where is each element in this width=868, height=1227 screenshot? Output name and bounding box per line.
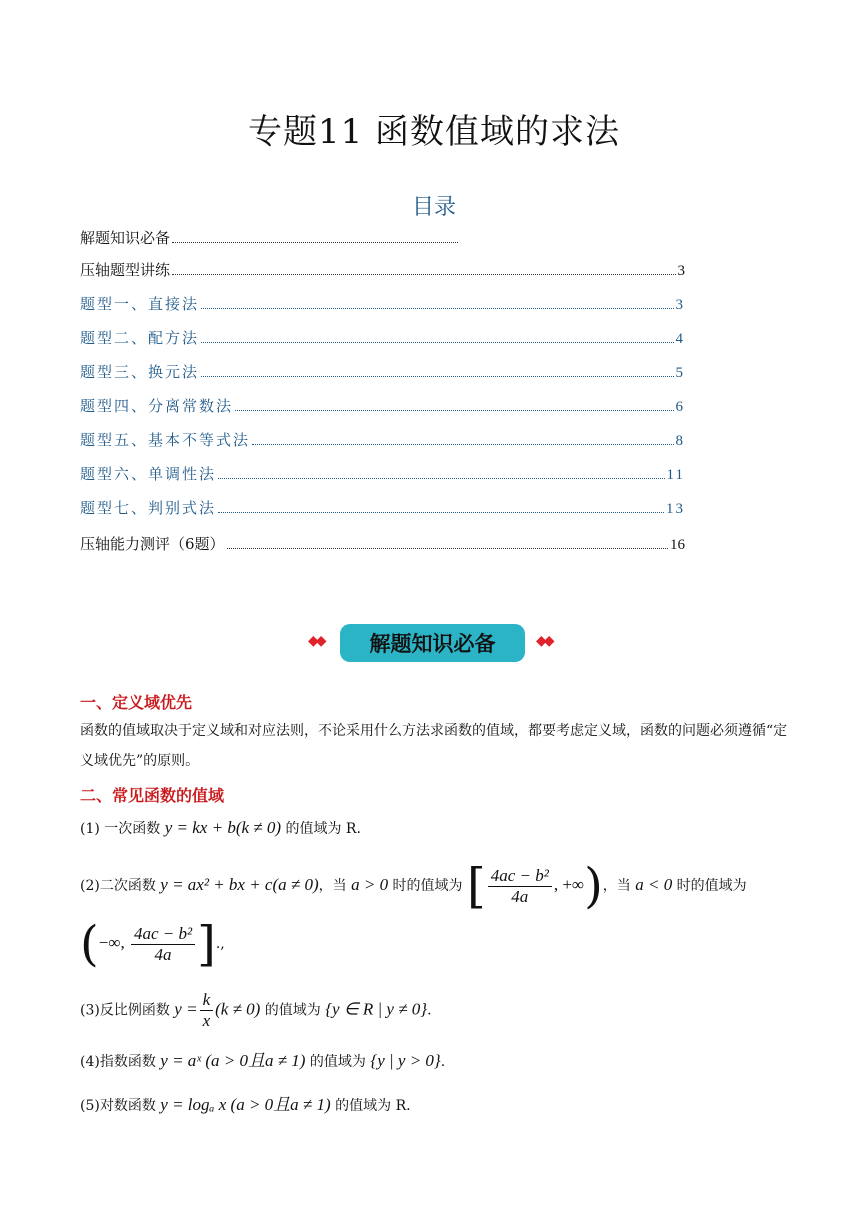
paragraph-domain-first: 函数的值域取决于定义域和对应法则，不论采用什么方法求函数的值域，都要考虑定义域，函数的问题必须遵循“定义域优先”的原则。 <box>80 723 788 769</box>
banner-title: 解题知识必备 <box>369 632 496 656</box>
toc-label: 题型七、判别式法 <box>80 499 217 517</box>
toc-page: 3 <box>677 263 685 279</box>
item-text: 的值域为 R. <box>281 821 361 837</box>
formula: {y ∈ R | y ≠ 0} <box>325 999 428 1019</box>
denominator: 4a <box>511 886 529 906</box>
formula: (k ≠ 0) <box>215 999 261 1019</box>
left-bracket: [ <box>466 858 486 914</box>
toc-entry-type2[interactable] <box>80 326 685 348</box>
item-text: (4)指数函数 <box>80 1054 161 1070</box>
formula: , +∞ <box>553 875 585 894</box>
toc-page: 11 <box>666 467 685 483</box>
item-text: . <box>427 1002 432 1019</box>
item-inverse-proportion <box>80 990 432 1031</box>
formula: {y | y > 0} <box>370 1051 441 1070</box>
toc-entry-type3[interactable] <box>80 360 685 382</box>
toc-leader <box>235 410 673 411</box>
denominator: 4a <box>154 944 172 964</box>
toc-label: 压轴能力测评（6题） <box>80 535 225 553</box>
toc-leader <box>227 548 668 549</box>
diamond-icon: ◆◆ <box>536 633 552 649</box>
toc-page: 8 <box>675 433 685 449</box>
toc-page: 5 <box>675 365 685 381</box>
item-text: ，当 <box>318 878 352 894</box>
item-text: (1) 一次函数 <box>80 821 165 837</box>
toc-entry-type5[interactable] <box>80 428 685 450</box>
section-heading-common-ranges: 二、常见函数的值域 <box>80 786 225 805</box>
numerator: 4ac − b² <box>488 866 552 887</box>
toc-label: 题型四、分离常数法 <box>80 397 234 415</box>
item-text: 时的值域为 <box>672 878 747 894</box>
fraction <box>488 866 552 907</box>
toc-heading: 目录 <box>411 195 456 220</box>
numerator: 4ac − b² <box>131 924 195 945</box>
toc-label: 题型五、基本不等式法 <box>80 431 251 449</box>
toc-leader <box>252 444 673 445</box>
toc-leader <box>218 478 665 479</box>
formula: y = aˣ (a > 0且a ≠ 1) <box>160 1051 306 1070</box>
toc-leader <box>201 342 673 343</box>
item-text: 的值域为 R. <box>330 1098 411 1114</box>
item-text: 时的值域为 <box>388 878 467 894</box>
item-text: . <box>440 1054 446 1070</box>
toc-page: 13 <box>666 501 685 517</box>
right-bracket: ] <box>197 916 216 972</box>
toc-leader <box>172 242 458 243</box>
toc-page: 4 <box>675 331 685 347</box>
formula: −∞, <box>98 933 129 952</box>
toc-entry-type6[interactable] <box>80 462 685 484</box>
formula: y = logₐ x (a > 0且a ≠ 1) <box>160 1095 331 1114</box>
page-title: 专题11 函数值域的求法 <box>247 112 621 152</box>
formula: y = ax² + bx + c(a ≠ 0) <box>160 875 319 894</box>
item-text: ., <box>215 936 225 952</box>
toc-entry-type1[interactable] <box>80 292 685 314</box>
fraction <box>200 990 214 1031</box>
toc-entry-type4[interactable] <box>80 394 685 416</box>
toc-leader <box>201 376 673 377</box>
formula: a < 0 <box>635 875 673 894</box>
fraction <box>131 924 195 965</box>
toc-label: 压轴题型讲练 <box>80 261 171 279</box>
toc-entry-practice[interactable] <box>80 258 685 280</box>
item-quadratic-negative-range <box>80 916 225 972</box>
formula: y = kx + b(k ≠ 0) <box>164 818 282 837</box>
toc-label: 解题知识必备 <box>80 229 171 247</box>
numerator: k <box>200 990 214 1011</box>
right-paren: ) <box>584 858 603 914</box>
left-paren: ( <box>80 916 99 972</box>
formula: a > 0 <box>351 875 389 894</box>
toc-label: 题型二、配方法 <box>80 329 200 347</box>
diamond-icon: ◆◆ <box>308 633 324 649</box>
toc-leader <box>172 274 675 275</box>
toc-leader <box>218 512 664 513</box>
toc-entry-knowledge[interactable] <box>80 226 460 248</box>
toc-entry-type7[interactable] <box>80 496 685 518</box>
toc-label: 题型一、直接法 <box>80 295 200 313</box>
item-text: (5)对数函数 <box>80 1098 161 1114</box>
item-text: (2)二次函数 <box>80 878 161 894</box>
toc-page: 16 <box>670 537 685 553</box>
item-quadratic-function <box>80 858 747 914</box>
toc-leader <box>201 308 673 309</box>
toc-entry-assessment[interactable] <box>80 532 685 554</box>
item-text: ，当 <box>602 878 636 894</box>
toc-page: 6 <box>675 399 685 415</box>
item-linear-function <box>80 818 361 838</box>
toc-label: 题型三、换元法 <box>80 363 200 381</box>
item-exponential-function <box>80 1046 445 1071</box>
toc-page: 3 <box>675 297 685 313</box>
denominator: x <box>202 1011 211 1030</box>
toc-label: 题型六、单调性法 <box>80 465 217 483</box>
formula: y = <box>174 999 198 1019</box>
item-text: 的值域为 <box>305 1054 371 1070</box>
item-text: 的值域为 <box>260 1002 326 1019</box>
section-heading-domain: 一、定义域优先 <box>80 693 193 712</box>
item-text: (3)反比例函数 <box>80 1002 175 1019</box>
item-logarithmic-function <box>80 1090 411 1115</box>
section-banner <box>300 620 570 670</box>
